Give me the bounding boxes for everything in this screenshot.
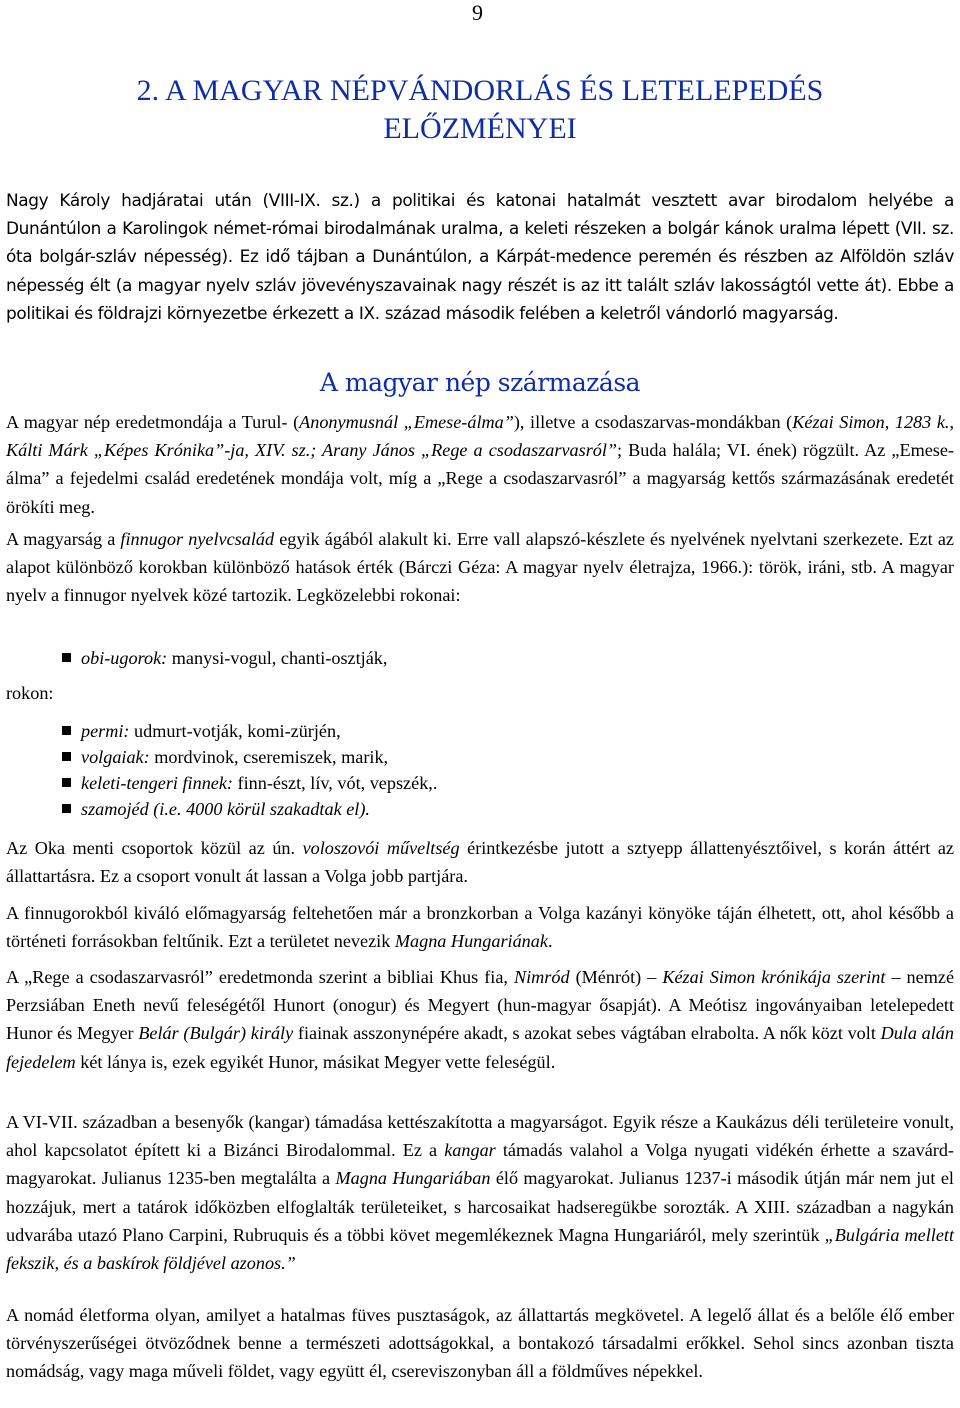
italic-run: „Bulgária mellett fekszik, és a baskírok földjével azonos.”	[6, 1224, 954, 1274]
bullet-icon	[62, 778, 71, 787]
italic-run: finnugor nyelvcsalád	[120, 529, 275, 549]
rokon-label: rokon:	[6, 683, 54, 703]
text-run: Az Oka menti csoportok közül az ún.	[6, 838, 303, 858]
text-run: élő magyarokat. Julianus 1237-i második útján már nem jut el hozzájuk, mert a tatárok időközben elfoglalták területeiket, s harcosaikat hadseregükbe sorozták. A XIII. században a nagykán udvarába utazó Plano Carpini, Rubruquis és a többi követ megemlékeznek Magna Hungariáról, mely szerintük	[6, 1168, 954, 1245]
italic-run: Nimród	[513, 967, 570, 987]
paragraph-rege	[6, 963, 954, 1076]
italic-run: voloszovói műveltség	[302, 838, 460, 858]
page-number: 9	[472, 0, 483, 25]
italic-run: Magna Hungariának	[394, 931, 548, 952]
bullet-icon	[62, 653, 71, 662]
text-run: támadás valahol a Volga nyugati vidékén érhette a szavárd-magyarokat. Julianus 1235-ben megtalálta a	[6, 1140, 954, 1189]
bullet-icon	[62, 752, 71, 761]
italic-run: Anonymusnál „Emese-álma”	[299, 412, 514, 432]
list-term: permi:	[81, 721, 130, 741]
italic-run: kangar	[444, 1140, 496, 1161]
list-term: obi-ugorok:	[81, 648, 168, 668]
paragraph-origin-legends	[6, 408, 954, 521]
text-run: két lánya is, ezek egyikét Hunor, másikat Megyer vette feleségül.	[75, 1051, 556, 1072]
text-run: ), illetve a csodaszarvas-mondákban (	[513, 412, 793, 432]
list-term: szamojéd (i.e. 4000 körül szakadtak el).	[81, 799, 370, 819]
text-run: A magyarság a	[6, 529, 121, 549]
text-run: A VI-VII. században a besenyők (kangar) támadása kettészakította a magyarságot. Egyik része a Kaukázus déli területeire vonult, ahol kapcsolatot épített ki a Bizánci Birodalommal. Ez a	[6, 1112, 954, 1161]
text-run: .	[547, 931, 553, 952]
text-run: A „Rege a csodaszarvasról” eredetmonda szerint a bibliai Khus fia,	[6, 967, 514, 987]
list-term: keleti-tengeri finnek:	[81, 773, 233, 793]
intro-paragraph: Nagy Károly hadjáratai után (VIII-IX. sz.) a politikai és katonai hatalmát vesztett avar birodalom helyébe a Dunántúlon a Karolingok német-római birodalmának uralma, a keleti részeken a bolgár kánok uralma lépett (VII. sz. óta bolgár-szláv népesség). Ez idő tájban a Dunántúlon, a Kárpát-medence peremén és részben az Alföldön szláv népesség élt (a magyar nyelv szláv jövevényszavainak nagy részét is az itt talált szláv lakosságtól vette át). Ebbe a politikai és földrajzi környezetbe érkezett a IX. század második felében a keletről vándorló magyarság.	[6, 190, 954, 323]
paragraph-finnugor	[6, 525, 954, 610]
list-item	[62, 645, 387, 671]
list-term: volgaiak:	[81, 747, 150, 767]
paragraph-oka	[6, 834, 954, 890]
text-run: egyik ágából alakult ki. Erre vall alapszó-készlete és nyelvének nyelvtani szerkezete. Ezt az alapot különböző korokban különböző hatások érték (Bárczi Géza: A magyar nyelv életrajza, 1966.): török, iráni, stb. A magyar nyelv a finnugor nyelvek közé tartozik. Legközelebbi rokonai:	[6, 529, 954, 606]
paragraph-besenyok	[6, 1108, 954, 1277]
text-run: fiainak asszonynépére akadt, s azokat sebes vágtában elrabolta. A nők közt volt	[293, 1023, 881, 1044]
chapter-title: 2. A MAGYAR NÉPVÁNDORLÁS ÉS LETELEPEDÉS ELŐZMÉNYEI	[136, 74, 824, 145]
paragraph-nomad: A nomád életforma olyan, amilyet a hatalmas füves pusztaságok, az állattartás megkövetel. A legelő állat és a belőle élő ember törvényszerűségei ötvöződnek benne a természeti adottságokkal, a bontakozó társadalmi erőkkel. Sehol sincs azonban tiszta nomádság, vagy maga műveli földet, vagy együtt él, csereviszonyban áll a földműves népekkel.	[6, 1305, 954, 1382]
list-desc: finn-észt, lív, vót, vepszék,.	[233, 773, 438, 793]
list-item	[62, 718, 341, 744]
list-item	[62, 744, 388, 770]
bullet-icon	[62, 726, 71, 735]
italic-run: Kézai Simon, 1283 k.	[792, 412, 950, 432]
bullet-icon	[62, 804, 71, 813]
list-item	[62, 770, 437, 796]
text-run: ,	[949, 412, 954, 432]
text-run: – nemzé Perzsiában Eneth nevű feleségétől Hunort (onogur) és Megyert (hun-magyar ősapját). A Meótisz ingoványaiban letelepedett Hunor és Megyer	[6, 967, 955, 1044]
list-item	[62, 796, 370, 822]
section-heading: A magyar nép származása	[319, 368, 641, 397]
list-desc: mordvinok, cseremiszek, marik,	[149, 747, 389, 767]
italic-run: Dula alán fejedelem	[6, 1023, 954, 1072]
italic-run: Magna Hungariában	[335, 1168, 491, 1189]
italic-run: Kézai Simon krónikája szerint	[662, 967, 886, 987]
list-desc: manysi-vogul, chanti-osztják,	[167, 648, 388, 668]
text-run: ; Buda halála; VI. ének) rögzült. Az „Emese-álma” a fejedelmi család eredetének mondája volt, míg a „Rege a csodaszarvasról” a magyarság kettős származásának eredetét örökíti meg.	[6, 440, 955, 517]
text-run: A finnugorokból kiváló előmagyarság feltehetően már a bronzkorban a Volga kazányi könyöke táján élhetett, ott, ahol később a történeti forrásokban feltűnik. Ezt a területet nevezik	[6, 903, 954, 952]
italic-run: Belár (Bulgár) király	[138, 1023, 294, 1044]
list-desc: udmurt-votják, komi-zürjén,	[129, 721, 341, 741]
italic-run: Kálti Márk „Képes Krónika”-ja, XIV. sz.; Arany János „Rege a csodaszarvasról”	[6, 440, 618, 461]
text-run: A magyar nép eredetmondája a Turul- (	[6, 412, 300, 432]
paragraph-magna-hungaria	[6, 899, 954, 955]
text-run: érintkezésbe jutott a sztyepp állattenyésztőivel, s korán áttért az állattartásra. Ez a csoport vonult át lassan a Volga jobb partjára.	[6, 838, 954, 887]
text-run: (Ménrót) –	[569, 967, 663, 987]
